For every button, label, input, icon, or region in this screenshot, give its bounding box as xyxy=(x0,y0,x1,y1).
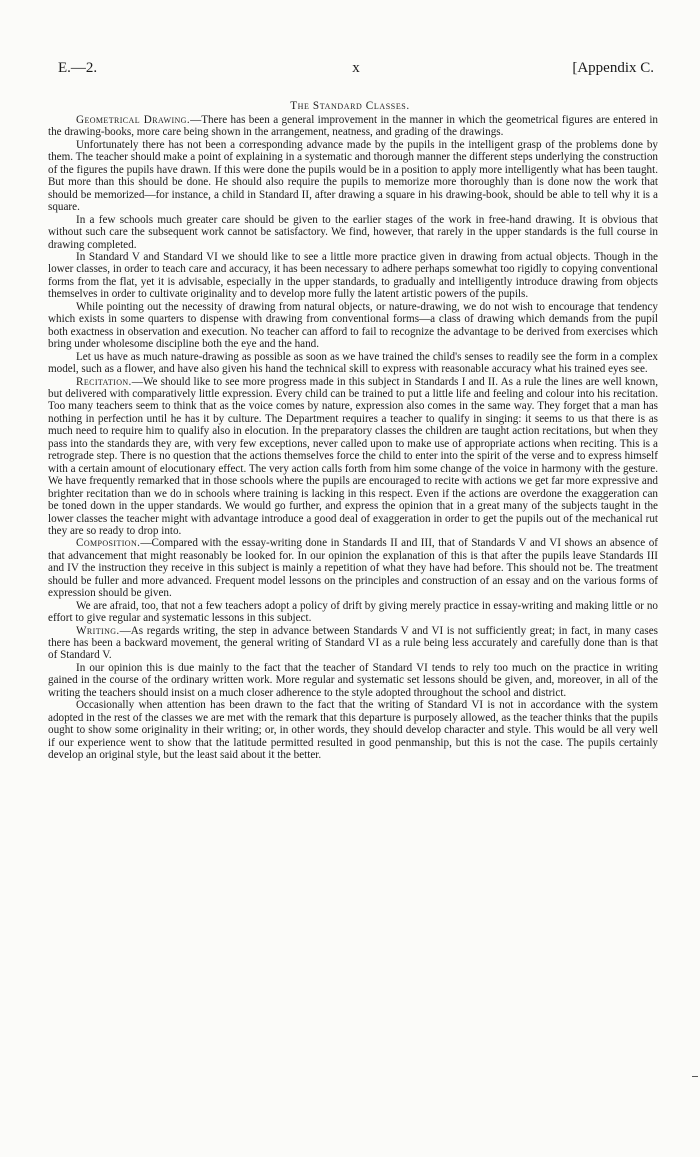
margin-mark xyxy=(692,1076,698,1077)
paragraph-text: —Compared with the essay-writing done in Standards II and III, that of Standards V and VI shows an absence of that advancement that might reasonably be looked for. In our opinion the explanation of this is that after the pupils leave Standards III and IV the instruction they receive in this subject is mainly a repetition of what they have had before. This should not be. The treatment should be fuller and more advanced. Frequent model lessons on the principles and construction of an essay and on the various forms of expression should be given. xyxy=(48,537,658,600)
page-header xyxy=(58,60,654,80)
paragraph xyxy=(48,351,658,376)
paragraph-text: In a few schools much greater care should be given to the earlier stages of the work in free-hand drawing. It is obvious that without such care the subsequent work cannot be satisfactory. We find, however, that rarely in the upper standards is the full course in drawing completed. xyxy=(48,213,658,251)
paragraph-text: In Standard V and Standard VI we should like to see a little more practice given in drawing from actual objects. Though in the lower classes, in order to teach care and accuracy, it has been necessary to adhere perhaps somewhat too rigidly to copying conventional forms from the flat, yet it is advisable, especially in the upper standards, to gradually and intelligently introduce drawing from objects themselves in order to cultivate originality and to develop more fully the latent artistic powers of the pupils. xyxy=(48,250,658,301)
paragraph-heading: Recitation. xyxy=(76,375,132,388)
paragraph-text: Let us have as much nature-drawing as possible as soon as we have trained the child's senses to readily see the form in a complex model, such as a flower, and have also given his hand the technical skill to express with reasonable accuracy what his trained eyes see. xyxy=(48,350,658,376)
header-page-number: x xyxy=(352,60,360,76)
section-title: The Standard Classes. xyxy=(290,100,410,112)
body-text xyxy=(48,114,658,762)
paragraph-text: —As regards writing, the step in advance between Standards V and VI is not sufficiently great; in fact, in many cases there has been a backward movement, the general writing of Standard VI as a rule being less accurately and carefully done than is that of Standard V. xyxy=(48,624,658,662)
paragraph-text: While pointing out the necessity of drawing from natural objects, or nature-drawing, we do not wish to encourage that tendency which exists in some quarters to dispense with drawing from conventional forms—a class of drawing which demands from the pupil both exactness in observation and execution. No teacher can afford to fail to recognize the advantage to be derived from exercises which bring under wholesome discipline both the eye and the hand. xyxy=(48,300,658,351)
paragraph-heading: Geometrical Drawing. xyxy=(76,114,191,126)
paragraph-heading: Writing. xyxy=(76,624,120,637)
paragraph xyxy=(48,699,658,761)
paragraph xyxy=(48,537,658,599)
paragraph-heading: Composition. xyxy=(76,537,141,550)
paragraph xyxy=(48,625,658,662)
paragraph xyxy=(48,662,658,699)
paragraph xyxy=(48,376,658,538)
paragraph xyxy=(48,214,658,251)
paragraph-text: Unfortunately there has not been a corresponding advance made by the pupils in the intelligent grasp of the problems done by them. The teacher should make a point of explaining in a systematic and thorough manner the different steps underlying the construction of the figures the pupils have drawn. If this were done the pupils would be in a position to apply more intelligently what has been taught. But more than this should be done. He should also require the pupils to memorize more thoroughly than is done now the work that should be memorized—for instance, a child in Standard II, after drawing a square in his drawing-book, should be able to tell why it is a square. xyxy=(48,138,658,214)
header-document-code: E.—2. xyxy=(58,60,98,76)
paragraph-text: In our opinion this is due mainly to the fact that the teacher of Standard VI tends to rely too much on the practice in writing gained in the course of the ordinary written work. More regular and systematic set lessons should be given, and, moreover, in all of the writing the teachers should insist on a much closer adherence to the style adopted throughout the school and district. xyxy=(48,661,658,699)
paragraph xyxy=(48,600,658,625)
paragraph xyxy=(48,251,658,301)
paragraph-text: We are afraid, too, that not a few teachers adopt a policy of drift by giving merely practice in essay-writing and making little or no effort to give regular and systematic lessons in this subject. xyxy=(48,599,658,625)
paragraph xyxy=(48,301,658,351)
header-appendix-label: [Appendix C. xyxy=(572,60,654,76)
paragraph-text: Occasionally when attention has been drawn to the fact that the writing of Standard VI is not in accordance with the system adopted in the rest of the classes we are met with the remark that this departure is purposely allowed, as the teacher thinks that the pupils ought to show some originality in their writing; or, in other words, they should develop character and style. This would be all very well if our experience went to show that the latitude permitted resulted in good penmanship, but this is not the case. The pupils certainly develop an original style, but the least said about it the better. xyxy=(48,699,658,762)
paragraph xyxy=(48,114,658,139)
paragraph-text: —We should like to see more progress made in this subject in Standards I and II. As a rule the lines are well known, but delivered with comparatively little expression. Every child can be trained to put a little life and feeling and colour into his recitation. Too many teachers seem to think that as the voice comes by nature, expression also comes in the same way. They forget that a man has nothing in perfection until he has it by culture. The Department requires a teacher to qualify in singing: it seems to us that there is as much need to require him to qualify also in elocution. In the preparatory classes the children are taught action recitations, but when they pass into the standards they are, with very few exceptions, never called upon to make use of appropriate actions when reciting. This is a retrograde step. There is no question that the actions themselves force the child to enter into the spirit of the verse and to express himself with a certain amount of elocutionary effect. The very action calls forth from him some change of the voice in harmony with the gesture. We have frequently remarked that in those schools where the pupils are encouraged to recite with actions we get far more expressive and brighter recitation than we do in schools where training is lacking in this respect. Even if the actions are overdone the exaggeration can be toned down in the upper standards. We would go further, and express the opinion that in a great many of the subjects taught in the lower classes the teacher might with advantage introduce a good deal of exaggeration in order to get the pupils out of the mechanical rut they are so ready to drop into. xyxy=(48,375,658,537)
paragraph-text: —There has been a general improvement in the manner in which the geometrical figures are entered in the drawing-books, more care being shown in the arrangement, neatness, and grading of the drawings. xyxy=(48,114,658,139)
paragraph xyxy=(48,139,658,214)
